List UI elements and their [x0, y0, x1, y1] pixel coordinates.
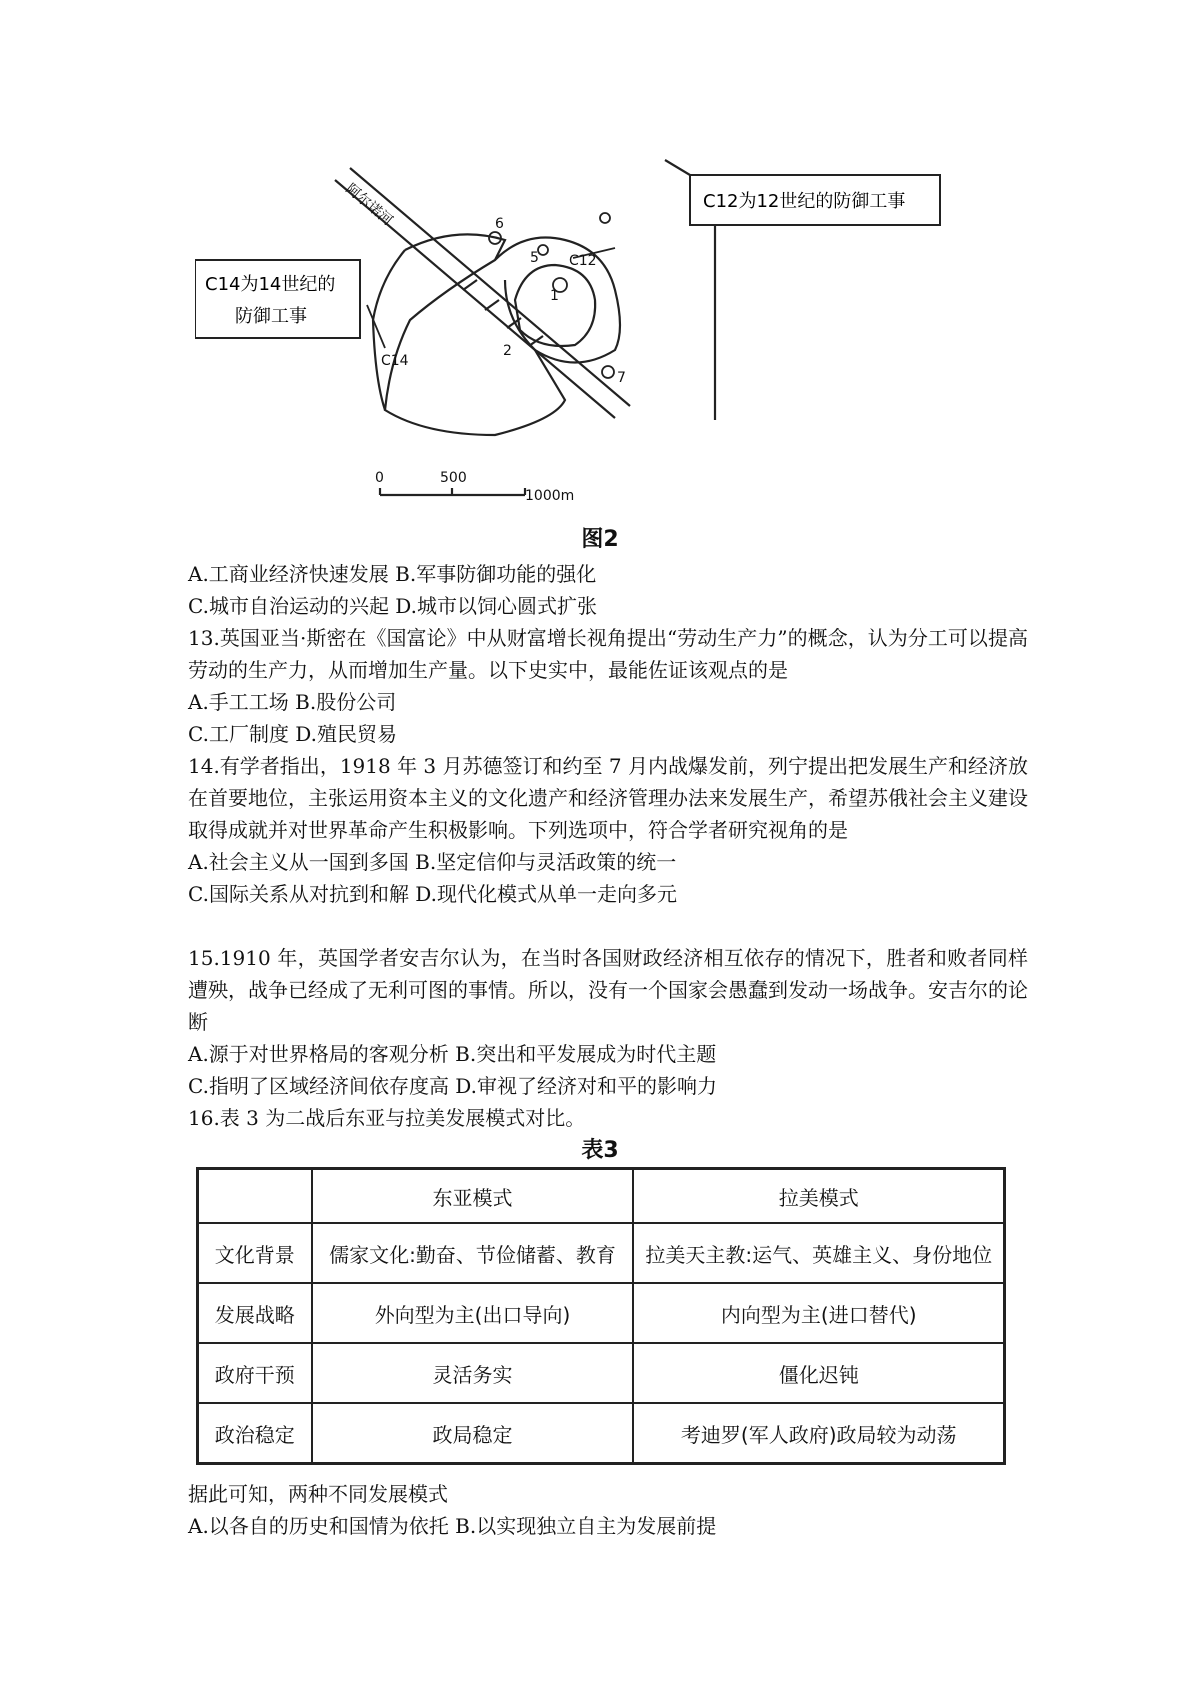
city-map-figure	[195, 150, 1040, 510]
label-5: 5	[530, 250, 539, 266]
table-header-east-asia: 东亚模式	[312, 1169, 634, 1224]
label-6: 6	[495, 216, 504, 232]
callout-c12-text: C12为12世纪的防御工事	[703, 191, 906, 212]
label-c14: C14	[381, 353, 409, 369]
row-label: 发展战略	[198, 1283, 312, 1343]
inner-core	[515, 265, 595, 346]
east-asia-cell: 灵活务实	[312, 1343, 634, 1403]
table-row	[198, 1403, 1005, 1464]
table-header-latin-america: 拉美模式	[633, 1169, 1004, 1224]
q16-stem-block	[188, 1102, 1028, 1134]
label-7: 7	[617, 370, 626, 386]
q13-option-line-1: A.手工工场 B.股份公司	[188, 690, 397, 714]
q15-block	[188, 942, 1028, 1102]
q13-option-line-2: C.工厂制度 D.殖民贸易	[188, 722, 397, 746]
q14-option-line-1: A.社会主义从一国到多国 B.坚定信仰与灵活政策的统一	[188, 850, 677, 874]
scale-end: 1000m	[525, 488, 575, 504]
scale-mid: 500	[440, 470, 467, 486]
latin-america-cell: 内向型为主(进口替代)	[633, 1283, 1004, 1343]
q16-option-line-1: A.以各自的历史和国情为依托 B.以实现独立自主为发展前提	[188, 1514, 717, 1538]
q12-block	[188, 558, 1028, 622]
q15-stem: 15.1910 年，英国学者安吉尔认为，在当时各国财政经济相互依存的情况下，胜者和败者同样遭殃，战争已经成了无利可图的事情。所以，没有一个国家会愚蠢到发动一场战争。安吉尔的论断	[188, 946, 1028, 1034]
river-label: 阿尔诺河	[342, 180, 396, 230]
east-asia-cell: 外向型为主(出口导向)	[312, 1283, 634, 1343]
east-asia-cell: 儒家文化:勤奋、节俭储蓄、教育	[312, 1223, 634, 1283]
scale-bar	[380, 488, 525, 495]
callout-c14-line2: 防御工事	[235, 306, 307, 327]
row-label: 政治稳定	[198, 1403, 312, 1464]
label-1: 1	[550, 288, 559, 304]
bridge-1	[463, 280, 477, 290]
table-row	[198, 1343, 1005, 1403]
q16-after-block	[188, 1478, 1028, 1542]
q12-option-line-1: A.工商业经济快速发展 B.军事防御功能的强化	[188, 562, 597, 586]
landmark-7-marker	[602, 366, 614, 378]
label-2: 2	[503, 343, 512, 359]
table-caption: 表3	[581, 1138, 619, 1163]
callout-c14-line1: C14为14世纪的	[205, 274, 336, 295]
table-header-blank	[198, 1169, 312, 1224]
comparison-table	[196, 1167, 1006, 1465]
row-label: 政府干预	[198, 1343, 312, 1403]
latin-america-cell: 僵化迟钝	[633, 1343, 1004, 1403]
q16-after-text: 据此可知，两种不同发展模式	[188, 1482, 448, 1506]
latin-america-cell: 考迪罗(军人政府)政局较为动荡	[633, 1403, 1004, 1464]
q15-option-line-2: C.指明了区域经济间依存度高 D.审视了经济对和平的影响力	[188, 1074, 717, 1098]
q14-stem: 14.有学者指出，1918 年 3 月苏德签订和约至 7 月内战爆发前，列宁提出把发展生产和经济放在首要地位，主张运用资本主义的文化遗产和经济管理办法来发展生产，希望苏俄社会主义建设取得成就并对世界革命产生积极影响。下列选项中，符合学者研究视角的是	[188, 754, 1028, 842]
row-label: 文化背景	[198, 1223, 312, 1283]
east-asia-cell: 政局稳定	[312, 1403, 634, 1464]
c14-pointer	[367, 305, 385, 348]
table-header-row	[198, 1169, 1005, 1224]
q16-stem: 16.表 3 为二战后东亚与拉美发展模式对比。	[188, 1106, 586, 1130]
landmark-5-marker	[538, 245, 548, 255]
q13-block	[188, 622, 1028, 750]
q13-stem: 13.英国亚当·斯密在《国富论》中从财富增长视角提出“劳动生产力”的概念，认为分工可以提高劳动的生产力，从而增加生产量。以下史实中，最能佐证该观点的是	[188, 626, 1028, 682]
q12-option-line-2: C.城市自治运动的兴起 D.城市以饲心圆式扩张	[188, 594, 597, 618]
scale-zero: 0	[375, 470, 384, 486]
bridge-2	[485, 300, 499, 310]
figure-caption: 图2	[581, 527, 619, 552]
q14-block	[188, 750, 1028, 910]
q15-option-line-1: A.源于对世界格局的客观分析 B.突出和平发展成为时代主题	[188, 1042, 717, 1066]
table-row	[198, 1223, 1005, 1283]
landmark-top-marker	[600, 213, 610, 223]
label-c12: C12	[569, 253, 597, 269]
table-row	[198, 1283, 1005, 1343]
q14-option-line-2: C.国际关系从对抗到和解 D.现代化模式从单一走向多元	[188, 882, 677, 906]
latin-america-cell: 拉美天主教:运气、英雄主义、身份地位	[633, 1223, 1004, 1283]
